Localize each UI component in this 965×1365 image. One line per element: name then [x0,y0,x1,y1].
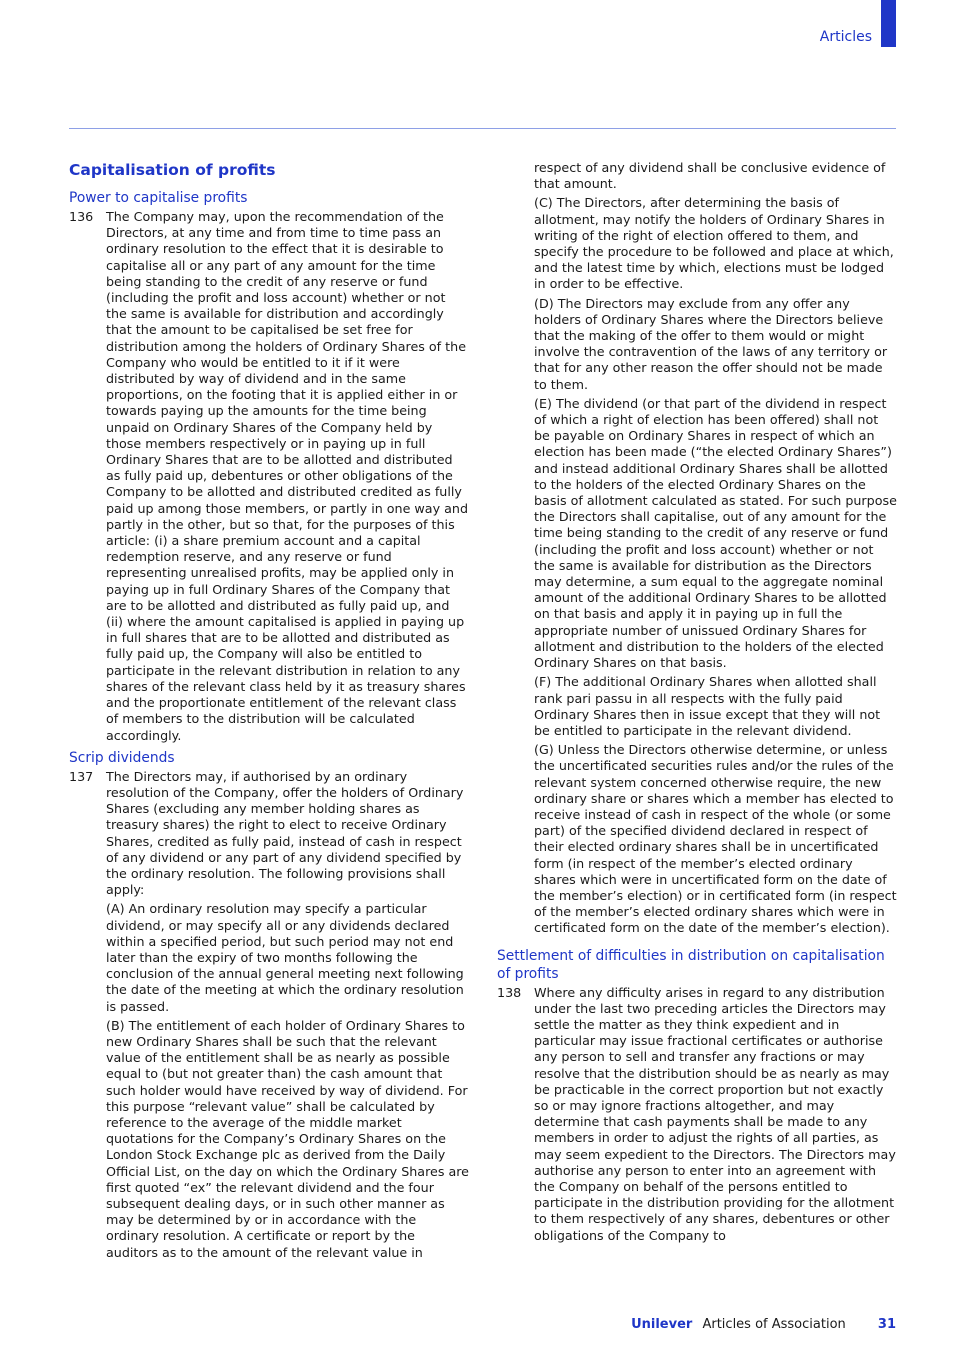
header-tab-marker [881,0,896,47]
article-number: 138 [497,984,522,1000]
subhead-settlement-of-difficulties: Settlement of difficulties in distribution on capitalisation of profits [497,947,885,982]
article-136 [69,209,469,744]
article-text: The Directors may, if authorised by an ordinary resolution of the Company, offer the holders of Ordinary Shares (excluding any member holding shares as treasury shares) the right to elect to receive Ordinary Shares, credited as fully paid, instead of cash in respect of any dividend or any part of any dividend specified by the ordinary resolution. The following provisions shall apply: [106,768,464,898]
article-138 [497,985,897,1244]
header-divider [69,128,896,129]
clause-c: (C) The Directors, after determining the basis of allotment, may notify the holders of Ordinary Shares in writing of the right of election offered to them, and specify the procedure to be followed and place at which, and the latest time by which, elections must be lodged in order to be effective. [534,195,894,292]
clause-e: (E) The dividend (or that part of the dividend in respect of which a right of election has been offered) shall not be payable on Ordinary Shares in respect of which an election has been made (“the elected Ordinary Shares”) and instead additional Ordinary Shares shall be allotted to the holders of the elected Ordinary Shares on the basis of allotment calculated as stated. For such purpose the Directors shall capitalise, out of any amount for the time being standing to the credit of any reserve or fund (including the profit and loss account) whether or not the same is available for distribution as the Directors may determine, a sum equal to the aggregate nominal amount of the additional Ordinary Shares to be allotted on that basis and apply it in paying up in full the appropriate number of unissued Ordinary Shares for allotment and distribution to the holders of the elected Ordinary Shares on that basis. [534,395,897,671]
clause-f: (F) The additional Ordinary Shares when allotted shall rank pari passu in all respects with the fully paid Ordinary Shares then in issue except that they will not be entitled to participate in the relevant dividend. [534,674,881,738]
left-column [69,160,469,1266]
clause-g: (G) Unless the Directors otherwise determine, or unless the uncertificated securities rules and/or the rules of the relevant system concerned otherwise require, the new ordinary share or shares which a member has elected to receive instead of cash in respect of the whole (or some part) of the specified dividend declared in respect of their elected ordinary shares shall be in uncertificated form (in respect of the member’s elected ordinary shares which were in uncertificated form on the date of the member’s election) or in certificated form (in respect of the member’s elected ordinary shares which were in certificated form on the date of the member’s election). [534,742,897,936]
clause-d: (D) The Directors may exclude from any offer any holders of Ordinary Shares where the Directors believe that the making of the offer to them would or might involve the contravention of the laws of any territory or that for any other reason the offer should not be made to them. [534,295,888,392]
section-title: Capitalisation of profits [69,161,276,179]
subhead-power-to-capitalise: Power to capitalise profits [69,190,248,206]
right-column [497,160,897,1249]
article-number: 137 [69,768,94,784]
subhead-scrip-dividends: Scrip dividends [69,749,175,766]
brand-name: Unilever [631,1317,693,1332]
page-footer [560,1316,896,1334]
document-name: Articles of Association [702,1317,846,1332]
article-number: 136 [69,209,94,224]
article-text: The Company may, upon the recommendation of the Directors, at any time and from time to time pass an ordinary resolution to the effect that it is desirable to capitalise all or any part of any amount for the time being standing to the credit of any reserve or fund (including the profit and loss account) whether or not the same is available for distribution and accordingly that the amount to be capitalised be set free for distribution among the holders of Ordinary Shares of the Company who would be entitled to it if it were distributed by way of dividend and in the same proportions, on the footing that it is applied either in or towards paying up the amounts for the time being unpaid on Ordinary Shares of the Company held by those members respectively or in paying up in full Ordinary Shares that are to be allotted and distributed as fully paid up, debentures or other obligations of the Company to be allotted and distributed credited as fully paid up among those members, or partly in one way and partly in the other, but so that, for the purposes of this article: (i) a share premium account and a capital redemption reserve, and any reserve or fund representing unrealised profits, may be applied only in paying up in full Ordinary Shares of the Company that are to be allotted and distributed as fully paid up, and (ii) where the amount capitalised is applied in paying up in full shares that are to be allotted and distributed as fully paid up, the Company will also be entitled to participate in the relevant distribution in relation to any shares of the relevant class held by it as treasury shares and the proportionate entitlement of the relevant class of members to the distribution will be calculated accordingly. [106,209,468,743]
header-section-label: Articles [819,29,872,45]
page-number: 31 [877,1317,896,1332]
clause-b: (B) The entitlement of each holder of Ordinary Shares to new Ordinary Shares shall be such that the relevant value of the entitlement shall be as nearly as possible equal to (but not greater than) the cash amount that such holder would have received by way of dividend. For this purpose “relevant value” shall be calculated by reference to the average of the middle market quotations for the Company’s Ordinary Shares on the London Stock Exchange plc as derived from the Daily Official List, on the day on which the Ordinary Shares are first quoted “ex” the relevant dividend and the four subsequent dealing days, or in such other manner as may be determined by or in accordance with the ordinary resolution. A certificate or report by the auditors as to the amount of the relevant value in [106,1017,469,1260]
clause-b-continued: respect of any dividend shall be conclusive evidence of that amount. [534,160,886,192]
clause-a: (A) An ordinary resolution may specify a particular dividend, or may specify all or any dividends declared within a specified period, but such period may not end later than the expiry of two months following the conclusion of the annual general meeting next following the date of the meeting at which the ordinary resolution is passed. [106,901,464,1014]
article-137 [69,769,469,1261]
article-text: Where any difficulty arises in regard to any distribution under the last two preceding articles the Directors may settle the matter as they think expedient and in particular may issue fractional certificates or authorise any person to sell and transfer any fractions or may resolve that the distribution should be as nearly as may be practicable in the correct proportion but not exactly so or may ignore fractions altogether, and may determine that cash payments shall be made to any members in order to adjust the rights of all parties, as may seem expedient to the Directors. The Directors may authorise any person to enter into an agreement with the Company on behalf of the persons entitled to participate in the distribution providing for the allotment to them respectively of any shares, debentures or other obligations of the Company to [534,984,896,1243]
